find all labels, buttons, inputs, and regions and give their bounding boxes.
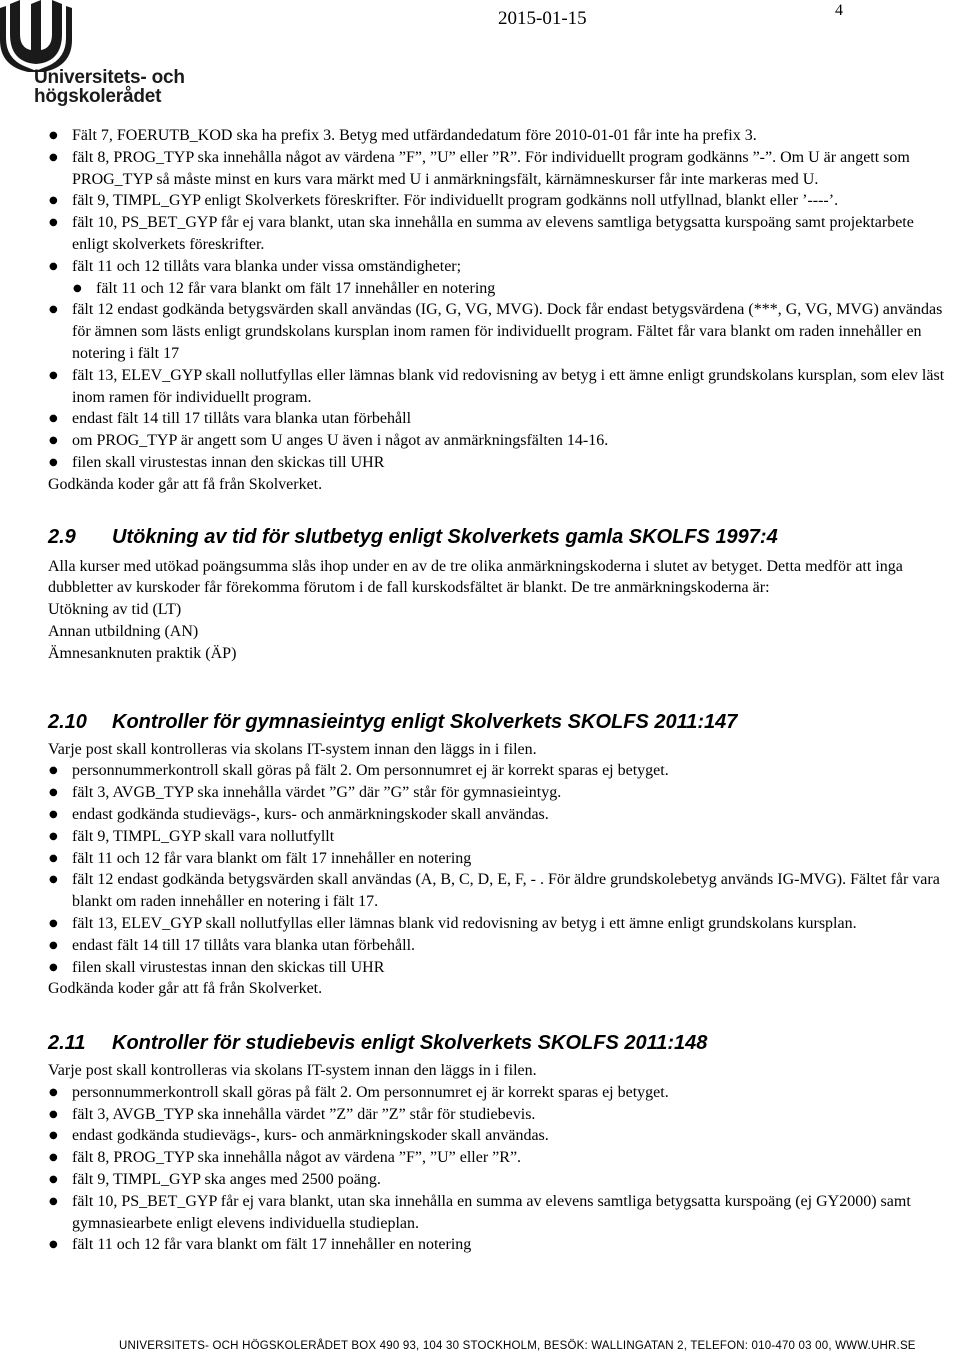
list-item: ● endast godkända studievägs-, kurs- och anmärkningskoder skall användas.	[48, 1125, 953, 1147]
list-item: ● endast fält 14 till 17 tillåts vara blanka utan förbehåll.	[48, 935, 953, 957]
list-item: ● fält 11 och 12 får vara blankt om fält 17 innehåller en notering	[48, 848, 953, 870]
list-item: ● endast godkända studievägs-, kurs- och anmärkningskoder skall användas.	[48, 804, 953, 826]
list-item: ● fält 10, PS_BET_GYP får ej vara blankt, utan ska innehålla en summa av elevens samtliga betygsatta kurspoäng (ej GY2000) samt gymnasiearbete enligt elevens individuella studieplan.	[48, 1191, 953, 1235]
page-footer: UNIVERSITETS- OCH HÖGSKOLERÅDET BOX 490 93, 104 30 STOCKHOLM, BESÖK: WALLINGATAN 2, TELEFON: 010-470 03 00, WWW.UHR.SE	[119, 1340, 916, 1352]
logo-line-2: högskolerådet	[34, 86, 162, 107]
list-item: ● filen skall virustestas innan den skickas till UHR	[48, 452, 953, 474]
list-item: ● fält 3, AVGB_TYP ska innehålla värdet ”G” där ”G” står för gymnasieintyg.	[48, 782, 953, 804]
section-2-10-list	[48, 760, 953, 978]
section-body: Alla kurser med utökad poängsumma slås ihop under en av de tre olika anmärkningskoderna i slutet av betyget. Detta medför att inga dubbletter av kurskoder får förekomma förutom i de fall kurskodsfältet är blankt. De tre anmärkningskoderna är:	[48, 557, 903, 597]
uhr-logo	[0, 0, 190, 110]
section-number: 2.9	[48, 525, 76, 548]
list-item: ● fält 8, PROG_TYP ska innehålla något av värdena ”F”, ”U” eller ”R”. För individuellt program godkänns ”-”. Om U är angett som PROG_TYP så måste minst en kurs vara märkt med U i anmärkningsfält, kärnämneskurser får inte markeras med U.	[48, 147, 953, 191]
list-item: ● Fält 7, FOERUTB_KOD ska ha prefix 3. Betyg med utfärdandedatum före 2010-01-01 får inte ha prefix 3.	[48, 125, 953, 147]
section-2-11-list	[48, 1082, 953, 1256]
intro-closing: Godkända koder går att få från Skolverket.	[48, 475, 323, 493]
list-item: ● fält 9, TIMPL_GYP enligt Skolverkets föreskrifter. För individuellt program godkänns noll utfyllnad, blankt eller ’----’.	[48, 190, 953, 212]
document-body	[48, 125, 953, 1256]
section-closing: Godkända koder går att få från Skolverket.	[48, 980, 323, 998]
section-heading-2-10	[48, 709, 953, 735]
section-title: Kontroller för gymnasieintyg enligt Skolverkets SKOLFS 2011:147	[112, 710, 738, 733]
list-item: ● fält 9, TIMPL_GYP skall vara nollutfyllt	[48, 826, 953, 848]
list-item: ● fält 3, AVGB_TYP ska innehålla värdet ”Z” där ”Z” står för studiebevis.	[48, 1104, 953, 1126]
section-heading-2-9	[48, 524, 953, 550]
list-item: ● fält 10, PS_BET_GYP får ej vara blankt, utan ska innehålla en summa av elevens samtliga betygsatta kurspoäng samt projektarbete enligt skolverkets föreskrifter.	[48, 212, 953, 256]
list-item: ● fält 11 och 12 får vara blankt om fält 17 innehåller en notering	[48, 1234, 953, 1256]
code-line: Utökning av tid (LT)	[48, 601, 182, 619]
section-intro: Varje post skall kontrolleras via skolans IT-system innan den läggs in i filen.	[48, 740, 537, 758]
list-item: ● om PROG_TYP är angett som U anges U även i något av anmärkningsfälten 14-16.	[48, 430, 953, 452]
code-line: Annan utbildning (AN)	[48, 622, 199, 640]
list-item: ● fält 13, ELEV_GYP skall nollutfyllas eller lämnas blank vid redovisning av betyg i ett ämne enligt grundskolans kursplan, som elev läst inom ramen för individuellt program.	[48, 365, 953, 409]
list-item: ● fält 9, TIMPL_GYP ska anges med 2500 poäng.	[48, 1169, 953, 1191]
section-title: Utökning av tid för slutbetyg enligt Skolverkets gamla SKOLFS 1997:4	[112, 525, 778, 548]
list-item: ● fält 12 endast godkända betygsvärden skall användas (A, B, C, D, E, F, - . För äldre grundskolebetyg används IG-MVG). Fältet får vara blankt om raden innehåller en notering i fält 17.	[48, 869, 953, 913]
list-item: ● fält 8, PROG_TYP ska innehålla något av värdena ”F”, ”U” eller ”R”.	[48, 1147, 953, 1169]
list-item: ● personnummerkontroll skall göras på fält 2. Om personnumret ej är korrekt sparas ej betyget.	[48, 760, 953, 782]
list-item: ● personnummerkontroll skall göras på fält 2. Om personnumret ej är korrekt sparas ej betyget.	[48, 1082, 953, 1104]
uhr-logo-icon	[0, 0, 190, 72]
intro-list	[48, 125, 953, 278]
section-number: 2.11	[48, 1032, 86, 1055]
code-line: Ämnesanknuten praktik (ÄP)	[48, 644, 237, 662]
list-item: ● fält 13, ELEV_GYP skall nollutfyllas eller lämnas blank vid redovisning av betyg i ett ämne enligt grundskolans kursplan.	[48, 913, 953, 935]
document-date: 2015-01-15	[498, 8, 587, 29]
list-item: ● filen skall virustestas innan den skickas till UHR	[48, 957, 953, 979]
logo-line-1: Universitets- och	[34, 67, 185, 88]
section-intro: Varje post skall kontrolleras via skolans IT-system innan den läggs in i filen.	[48, 1062, 537, 1080]
intro-sub-list	[48, 278, 953, 300]
section-number: 2.10	[48, 710, 87, 733]
list-item: ● fält 12 endast godkända betygsvärden skall användas (IG, G, VG, MVG). Dock får endast betygsvärdena (***, G, VG, MVG) användas för ämnen som lästs enligt grundskolans kursplan inom ramen för individuellt program. Fältet får vara blankt om raden innehåller en notering i fält 17	[48, 299, 953, 364]
sub-list-item: ● fält 11 och 12 får vara blankt om fält 17 innehåller en notering	[72, 278, 953, 300]
list-item: ● endast fält 14 till 17 tillåts vara blanka utan förbehåll	[48, 408, 953, 430]
section-heading-2-11	[48, 1030, 953, 1056]
page-number: 4	[835, 2, 843, 19]
intro-list-continued	[48, 299, 953, 473]
section-title: Kontroller för studiebevis enligt Skolverkets SKOLFS 2011:148	[112, 1032, 708, 1055]
list-item: ● fält 11 och 12 tillåts vara blanka under vissa omständigheter;	[48, 256, 953, 278]
